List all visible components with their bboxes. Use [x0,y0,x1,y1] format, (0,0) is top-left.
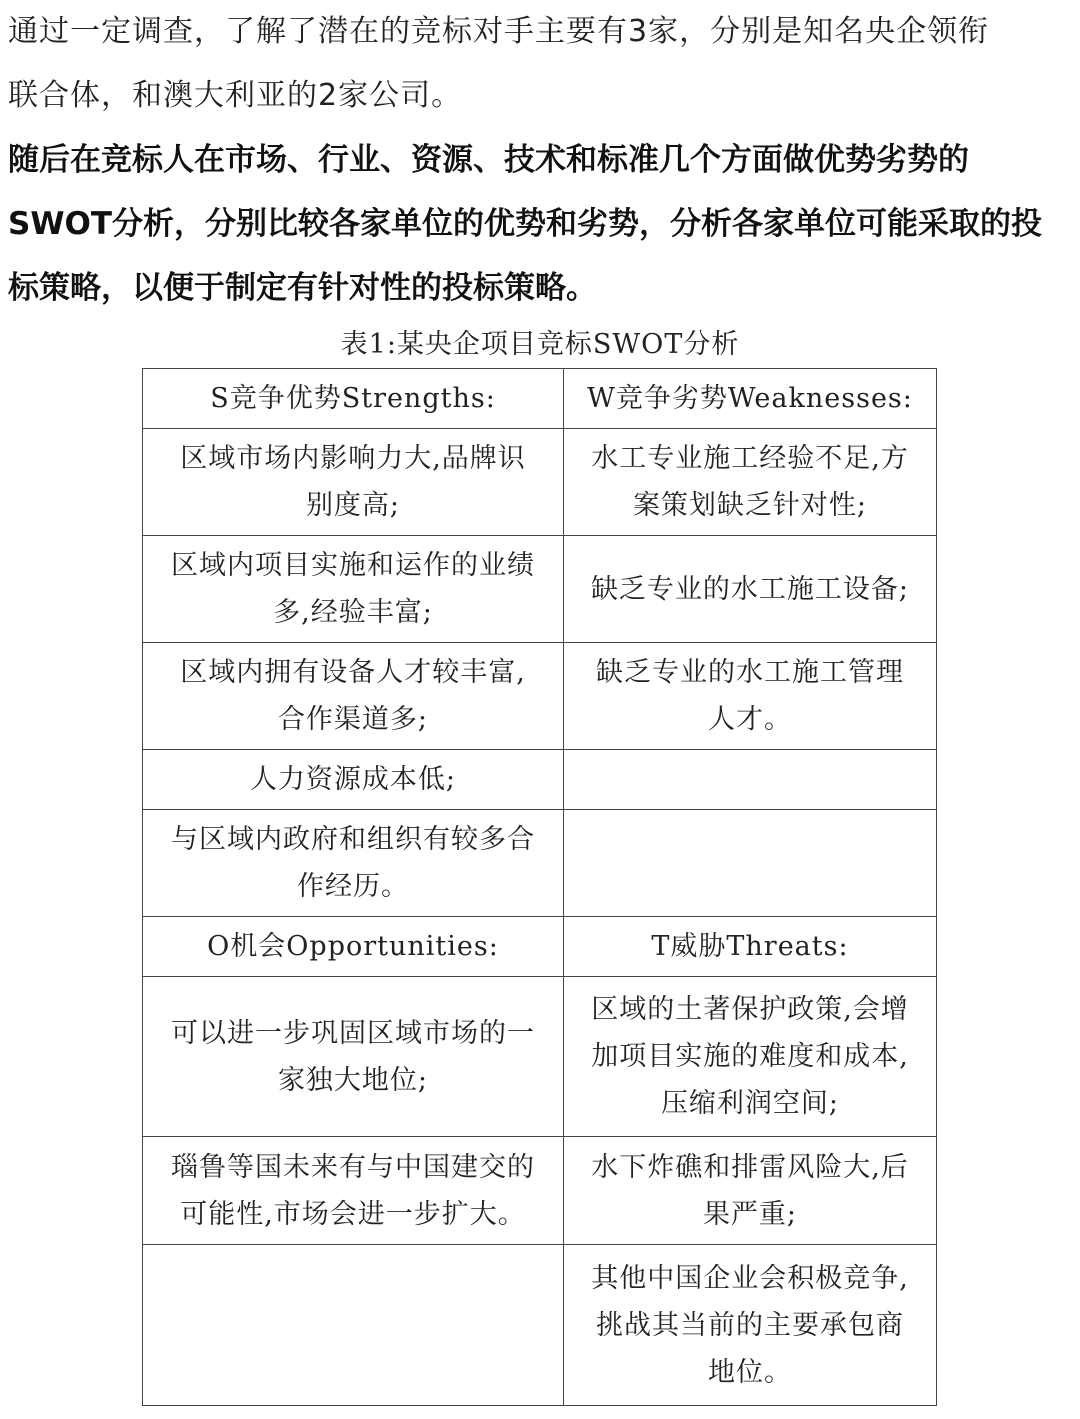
opportunity-cell-empty [143,1245,564,1406]
intro-paragraph [8,0,1074,128]
ot-header-row [143,917,937,977]
opportunities-header: O机会Opportunities: [143,917,564,977]
table-row [143,536,937,643]
table-caption: 表1:某央企项目竞标SWOT分析 [340,329,740,360]
weaknesses-header: W竞争劣势Weaknesses: [564,369,937,429]
table-row [143,810,937,917]
intro-line: 通过一定调查，了解了潜在的竞标对手主要有3家，分别是知名央企领衔 [8,14,990,49]
threat-cell: 水下炸礁和排雷风险大,后 果严重; [564,1137,937,1245]
weakness-cell: 水工专业施工经验不足,方 案策划缺乏针对性; [564,429,937,536]
threats-header: T威胁Threats: [564,917,937,977]
intro-line: 联合体，和澳大利亚的2家公司。 [8,78,463,113]
swot-description-paragraph [8,128,1074,320]
strength-cell: 与区域内政府和组织有较多合 作经历。 [143,810,564,917]
table-row [143,750,937,810]
bold-line: 随后在竞标人在市场、行业、资源、技术和标准几个方面做优势劣势的 [8,142,969,178]
bold-line: SWOT分析，分别比较各家单位的优势和劣势，分析各家单位可能采取的投 [8,206,1043,242]
table-row [143,1137,937,1245]
table-row [143,1245,937,1406]
strength-cell: 区域内拥有设备人才较丰富, 合作渠道多; [143,643,564,750]
bold-line: 标策略，以便于制定有针对性的投标策略。 [8,270,597,306]
weakness-cell-empty [564,810,937,917]
sw-header-row [143,369,937,429]
weakness-cell-empty [564,750,937,810]
weakness-cell: 缺乏专业的水工施工管理 人才。 [564,643,937,750]
threat-cell: 区域的土著保护政策,会增 加项目实施的难度和成本, 压缩利润空间; [564,977,937,1137]
strength-cell: 人力资源成本低; [143,750,564,810]
threat-cell: 其他中国企业会积极竞争, 挑战其当前的主要承包商 地位。 [564,1245,937,1406]
swot-table [142,368,937,1406]
strength-cell: 区域内项目实施和运作的业绩 多,经验丰富; [143,536,564,643]
opportunity-cell: 瑙鲁等国未来有与中国建交的 可能性,市场会进一步扩大。 [143,1137,564,1245]
opportunity-cell: 可以进一步巩固区域市场的一 家独大地位; [143,977,564,1137]
strength-cell: 区域市场内影响力大,品牌识 别度高; [143,429,564,536]
table-row [143,429,937,536]
table-row [143,977,937,1137]
strengths-header: S竞争优势Strengths: [143,369,564,429]
weakness-cell: 缺乏专业的水工施工设备; [564,536,937,643]
table-row [143,643,937,750]
